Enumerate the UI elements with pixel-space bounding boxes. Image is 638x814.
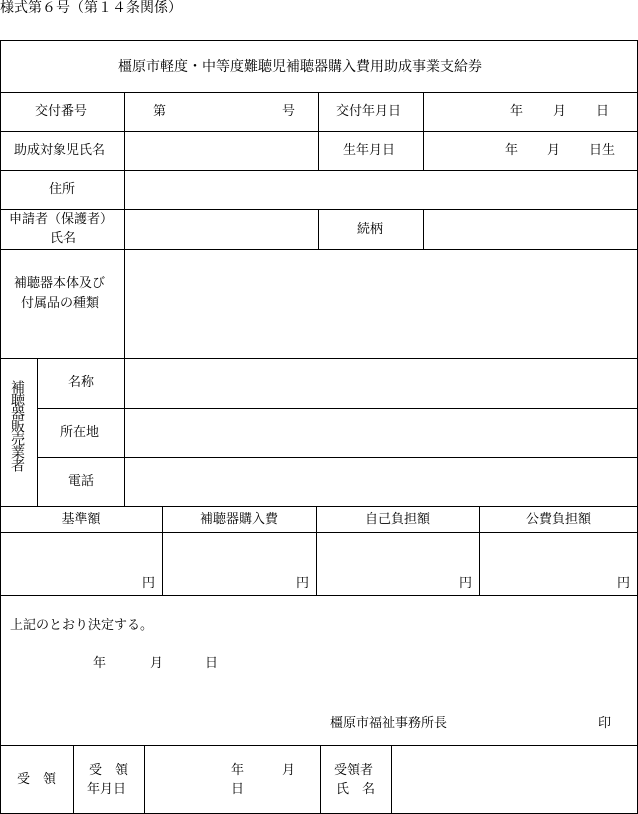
office-head: 橿原市福祉事務所長 bbox=[330, 716, 448, 731]
vendor-phone-label: 電話 bbox=[68, 474, 95, 489]
receiver-name-label-1: 受領者 bbox=[334, 763, 374, 778]
birthdate-year: 年 bbox=[505, 143, 519, 158]
receipt-date-label-2: 年月日 bbox=[87, 782, 127, 797]
issue-number-go: 号 bbox=[282, 104, 296, 119]
vendor-address-label: 所在地 bbox=[60, 425, 100, 440]
cost-header-purchase: 補聴器購入費 bbox=[199, 512, 278, 527]
decision-month: 月 bbox=[150, 656, 164, 671]
applicant-name-label-1: 申請者（保護者） bbox=[9, 212, 114, 227]
form-number-note: 様式第６号（第１４条関係） bbox=[0, 0, 182, 16]
cost-unit-standard: 円 bbox=[142, 576, 156, 591]
relation-label: 続柄 bbox=[357, 222, 384, 237]
issue-number-label: 交付番号 bbox=[35, 104, 88, 119]
birthdate-day: 日生 bbox=[589, 143, 616, 158]
cost-header-self: 自己負担額 bbox=[364, 512, 430, 527]
cost-unit-self: 円 bbox=[459, 576, 473, 591]
issue-date-month: 月 bbox=[553, 104, 567, 119]
cost-header-public: 公費負担額 bbox=[525, 512, 591, 527]
issue-date-day: 日 bbox=[596, 104, 610, 119]
vendor-name-label: 名称 bbox=[68, 375, 95, 390]
cost-unit-purchase: 円 bbox=[296, 576, 310, 591]
issue-number-dai: 第 bbox=[153, 104, 167, 119]
receipt-label: 受 領 bbox=[17, 772, 57, 787]
form-title: 橿原市軽度・中等度難聴児補聴器購入費用助成事業支給券 bbox=[118, 59, 482, 75]
cost-unit-public: 円 bbox=[617, 576, 631, 591]
decision-day: 日 bbox=[205, 656, 219, 671]
receipt-day: 日 bbox=[231, 782, 245, 797]
issue-date-label: 交付年月日 bbox=[336, 104, 402, 119]
receipt-month: 月 bbox=[282, 763, 296, 778]
decision-text: 上記のとおり決定する。 bbox=[10, 618, 154, 633]
device-type-label-2: 付属品の種類 bbox=[21, 296, 100, 311]
cost-header-standard: 基準額 bbox=[61, 512, 101, 527]
address-label: 住所 bbox=[49, 182, 76, 197]
receiver-name-label-2: 氏 名 bbox=[336, 782, 376, 797]
birthdate-month: 月 bbox=[547, 143, 561, 158]
device-type-label-1: 補聴器本体及び bbox=[14, 276, 106, 291]
receipt-date-label-1: 受 領 bbox=[89, 763, 129, 778]
birthdate-label: 生年月日 bbox=[343, 143, 396, 158]
applicant-name-label-2: 氏名 bbox=[50, 231, 77, 246]
decision-year: 年 bbox=[93, 656, 107, 671]
seal-mark: 印 bbox=[598, 716, 612, 731]
issue-date-year: 年 bbox=[510, 104, 524, 119]
vendor-group-label: 補聴器販売業者 bbox=[9, 380, 25, 471]
child-name-label: 助成対象児氏名 bbox=[14, 143, 106, 158]
receipt-year: 年 bbox=[231, 763, 245, 778]
